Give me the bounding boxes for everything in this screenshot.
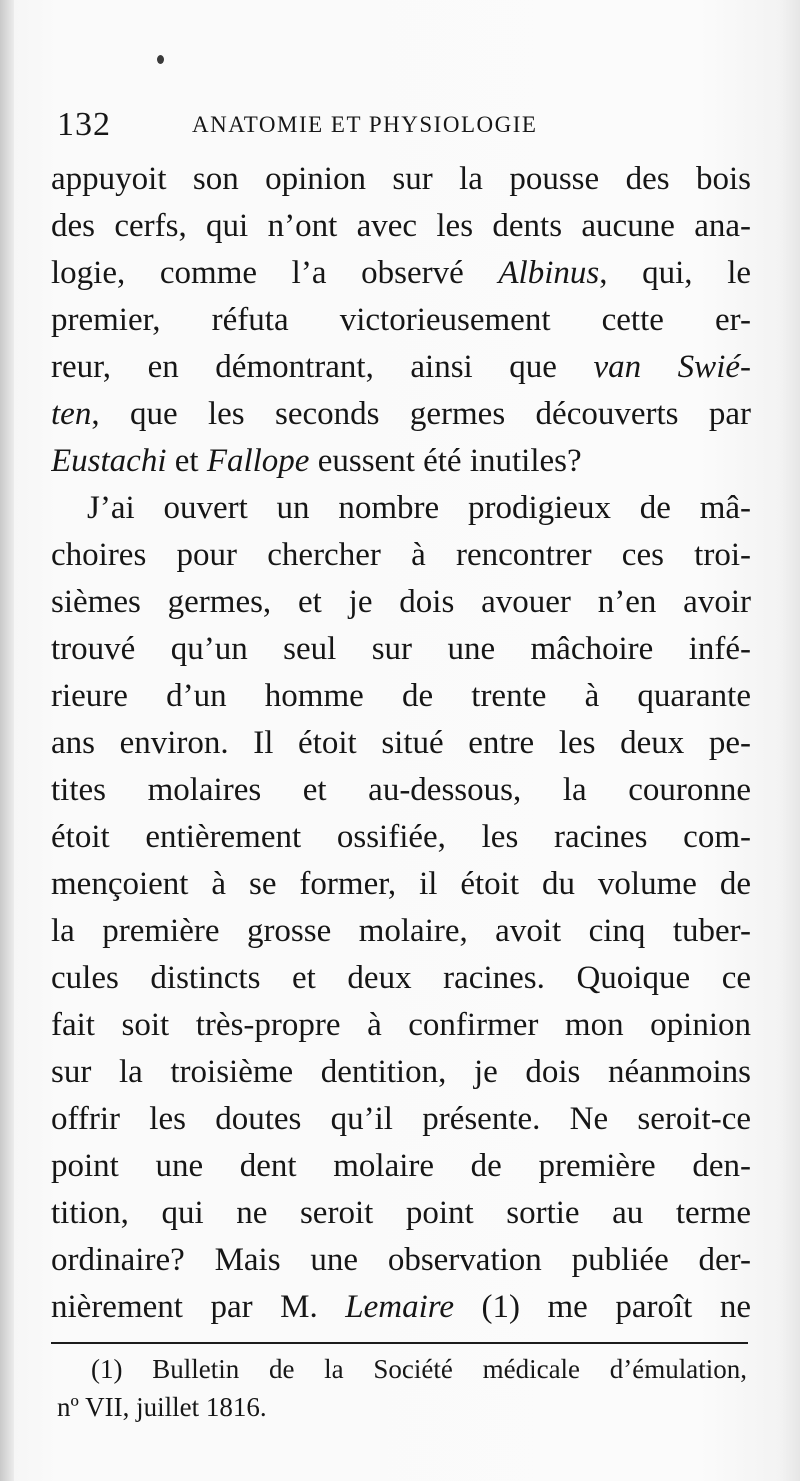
footnotes (57, 1350, 747, 1426)
italic-name: ten (51, 396, 92, 432)
text-line: fait soit très-propre à confirmer mon opinion (51, 1007, 751, 1043)
text-line: rieure d’un homme de trente à quarante (51, 678, 751, 714)
text-line: sur la troisième dentition, je dois néanmoins (51, 1054, 751, 1090)
text-line: trouvé qu’un seul sur une mâchoire infé- (51, 631, 751, 667)
footnote-divider (51, 1342, 748, 1344)
text-line: J’ai ouvert un nombre prodigieux de mâ- (87, 490, 751, 526)
text-line: ten, que les seconds germes découverts par (51, 396, 751, 432)
text-line: premier, réfuta victorieusement cette er- (51, 302, 751, 338)
text-line: reur, en démontrant, ainsi que van Swié- (51, 349, 751, 385)
text-line: offrir les doutes qu’il présente. Ne seroit-ce (51, 1101, 751, 1137)
italic-name: Albinus (498, 255, 600, 291)
text-line: appuyoit son opinion sur la pousse des bois (51, 161, 751, 197)
text-line: la première grosse molaire, avoit cinq tuber- (51, 913, 751, 949)
text-line: étoit entièrement ossifiée, les racines com- (51, 819, 751, 855)
text-line: mençoient à se former, il étoit du volume de (51, 866, 751, 902)
page-spine-shadow (0, 0, 14, 1481)
ink-speck (157, 55, 164, 64)
footnote-line: nº VII, juillet 1816. (57, 1392, 267, 1422)
text-line: cules distincts et deux racines. Quoique ce (51, 960, 751, 996)
page-number: 132 (57, 106, 111, 143)
text-line: tites molaires et au-dessous, la couronne (51, 772, 751, 808)
italic-name: Fallope (206, 443, 310, 479)
italic-name: van Swié- (593, 349, 751, 385)
text-line: nièrement par M. Lemaire (1) me paroît ne (51, 1289, 751, 1325)
text-line: tition, qui ne seroit point sortie au terme (51, 1195, 751, 1231)
text-line: choires pour chercher à rencontrer ces troi- (51, 537, 751, 573)
running-head: ANATOMIE ET PHYSIOLOGIE (192, 112, 538, 137)
italic-name: Eustachi (51, 443, 167, 479)
text-line: ans environ. Il étoit situé entre les deux pe- (51, 725, 751, 761)
page-header (57, 106, 747, 148)
text-line: ordinaire? Mais une observation publiée der- (51, 1242, 751, 1278)
page-body-text (51, 156, 751, 1331)
text-line: sièmes germes, et je dois avouer n’en avoir (51, 584, 751, 620)
text-line: logie, comme l’a observé Albinus, qui, le (51, 255, 751, 291)
italic-name: Lemaire (345, 1289, 454, 1325)
text-line: des cerfs, qui n’ont avec les dents aucune ana- (51, 208, 751, 244)
footnote-line: (1) Bulletin de la Société médicale d’émulation, (91, 1354, 747, 1384)
text-line: point une dent molaire de première den- (51, 1148, 751, 1184)
text-line: Eustachi et Fallope eussent été inutiles? (51, 443, 582, 479)
